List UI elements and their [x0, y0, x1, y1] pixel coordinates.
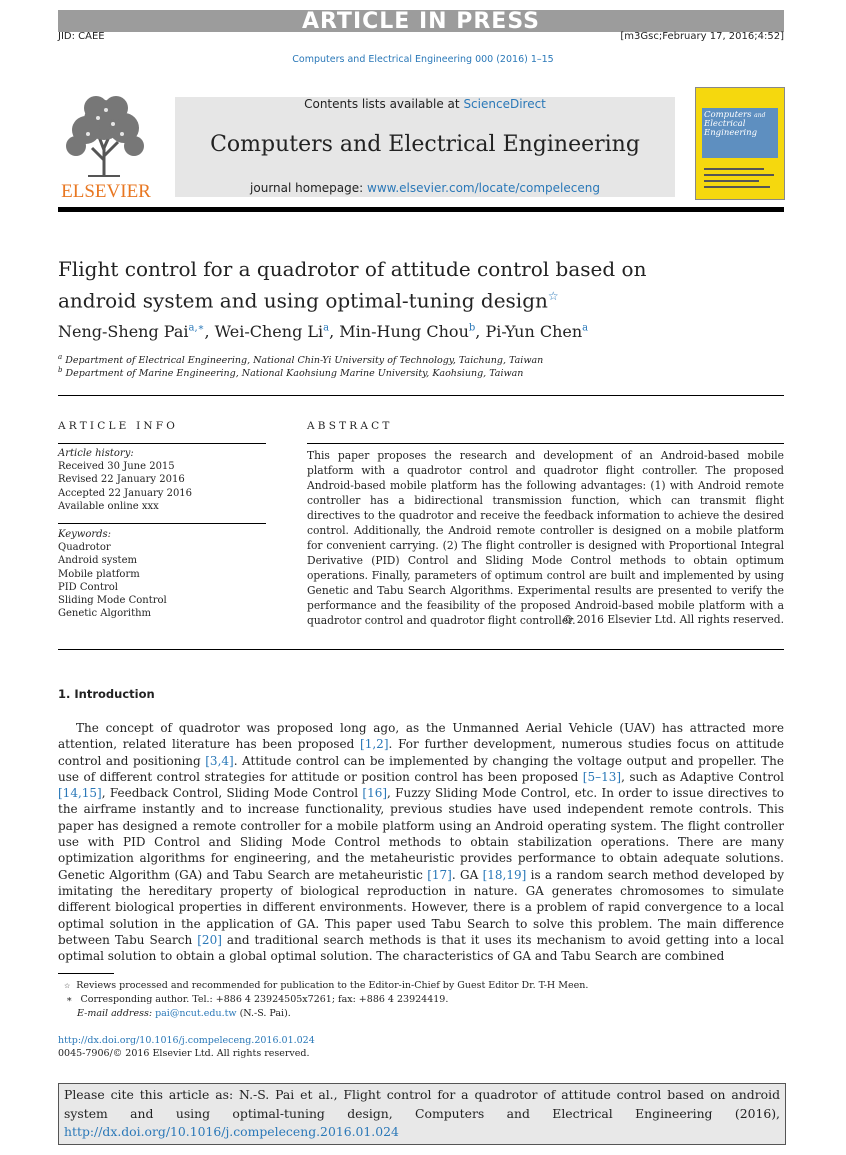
keyword: Sliding Mode Control [58, 595, 167, 606]
header-rule [58, 207, 784, 212]
history-received: Received 30 June 2015 [58, 461, 175, 472]
author-name: Wei-Cheng Li [214, 322, 324, 341]
keyword: Android system [58, 555, 137, 566]
reference-link[interactable]: [16] [362, 786, 388, 801]
author-name: Min-Hung Chou [339, 322, 469, 341]
article-info-heading: ARTICLE INFO [58, 420, 179, 432]
history-label: Article history: [58, 448, 134, 459]
journal-homepage-link[interactable]: www.elsevier.com/locate/compeleceng [367, 181, 600, 195]
keyword: Mobile platform [58, 569, 140, 580]
article-title [58, 256, 678, 315]
cover-title: Computers and Electrical Engineering [704, 110, 766, 138]
title-line-2: android system and using optimal-tuning design [58, 288, 548, 313]
footnote-reviews: ☆ Reviews processed and recommended for publication to the Editor-in-Chief by Guest Editor Dr. T-H Meen. [64, 980, 589, 991]
intro-text: is a random search method developed by imitating the hereditary property of biological reproduction in nature. GA generates chromosomes to simulate different biological properties in different environments. However, there is a problem of rapid convergence to a local optimal solution in the application of GA. This paper used Tabu Search to solve this problem. The main difference between Tabu Search [58, 867, 784, 947]
reference-link[interactable]: [20] [197, 932, 222, 947]
author-affil-mark[interactable]: a,∗ [188, 322, 205, 334]
affiliation: $^b$ Department of Marine Engineering, National Kaohsiung Marine University, Kaohsiung, Taiwan [58, 366, 524, 380]
journal-id: JID: CAEE [58, 31, 105, 42]
divider [58, 649, 784, 650]
history-revised: Revised 22 January 2016 [58, 474, 185, 485]
intro-text: and traditional search methods is that it uses its mechanism to avoid getting into a local optimal solution to obtain a global optimal solution. The characteristics of GA and Tabu Search are combined [58, 932, 784, 964]
divider [58, 523, 266, 524]
issn-line: 0045-7906/© 2016 Elsevier Ltd. All rights reserved. [58, 1048, 310, 1059]
contents-prefix: Contents lists available at [304, 97, 464, 111]
email-link[interactable]: pai@ncut.edu.tw [155, 1008, 237, 1019]
footnote-rule [58, 973, 114, 974]
keywords-label: Keywords: [58, 529, 112, 540]
homepage-prefix: journal homepage: [250, 181, 367, 195]
reference-link[interactable]: [17] [427, 867, 452, 882]
title-footnote-star[interactable]: ☆ [547, 289, 559, 303]
elsevier-tree-icon [58, 90, 154, 200]
citation-box [58, 1083, 786, 1145]
intro-text: , Fuzzy Sliding Mode Control, etc. In order to issue directives to the airframe instantly and to increase functionality, previous studies have used independent remote controls. This paper has designed a remote controller for a mobile platform using an Android operating system. The flight controller use with PID Control and Sliding Mode Control methods to obtain stabilization operations. There are many optimization algorithms for engineering, and the metaheuristic provides performance to obtain adequate solutions. Genetic Algorithm (GA) and Tabu Search are metaheuristic [58, 786, 784, 882]
intro-text: The concept of quadrotor was proposed long ago, as the Unmanned Aerial Vehicle (UAV) has attracted more attention, related literature has been proposed [58, 721, 784, 752]
intro-text: , Feedback Control, Sliding Mode Control [101, 786, 363, 801]
intro-text: , such as Adaptive Control [621, 769, 785, 784]
reference-link[interactable]: [5–13] [582, 769, 622, 784]
title-line-1: Flight control for a quadrotor of attitude control based on [58, 257, 647, 281]
article-in-press-banner: ARTICLE IN PRESS [58, 10, 784, 32]
footnote-corresponding: ∗ Corresponding author. Tel.: +886 4 23924505x7261; fax: +886 4 23924419. [66, 994, 449, 1005]
reference-link[interactable]: [3,4] [205, 753, 234, 768]
abstract-heading: ABSTRACT [307, 420, 393, 432]
footnote-email: E-mail address: pai@ncut.edu.tw (N.-S. Pai). [77, 1008, 291, 1019]
elsevier-wordmark: ELSEVIER [61, 181, 151, 200]
contents-line [175, 97, 675, 111]
abstract-copyright: © 2016 Elsevier Ltd. All rights reserved. [562, 613, 784, 626]
author-affil-mark[interactable]: a [582, 322, 589, 334]
sciencedirect-link[interactable]: ScienceDirect [463, 97, 546, 111]
divider [307, 443, 784, 444]
journal-citation-link[interactable]: Computers and Electrical Engineering 000 (2016) 1–15 [292, 54, 554, 65]
author-list: Neng-Sheng Pai$^{a,∗}$, Wei-Cheng Li$^a$, Min-Hung Chou$^b$, Pi-Yun Chen$^a$ [58, 322, 589, 341]
keyword: Genetic Algorithm [58, 608, 152, 619]
elsevier-logo[interactable] [58, 90, 154, 200]
divider [58, 443, 266, 444]
author-name: Pi-Yun Chen [485, 322, 583, 341]
affiliation: $^a$ Department of Electrical Engineering, National Chin-Yi University of Technology, Taichung, Taiwan [58, 353, 544, 367]
reference-link[interactable]: [18,19] [482, 867, 527, 882]
homepage-line [175, 181, 675, 195]
keyword: Quadrotor [58, 542, 111, 553]
reference-link[interactable]: [1,2] [360, 737, 389, 752]
reference-link[interactable]: [14,15] [58, 786, 102, 801]
doi-link[interactable]: http://dx.doi.org/10.1016/j.compeleceng.2016.01.024 [58, 1035, 315, 1046]
citation-text: Please cite this article as: N.-S. Pai et al., Flight control for a quadrotor of attitude control based on android system and using optimal-tuning design, Computers and Electrical Engineering (2016), [64, 1087, 780, 1121]
journal-name: Computers and Electrical Engineering [210, 132, 640, 157]
intro-paragraph [58, 720, 784, 964]
history-accepted: Accepted 22 January 2016 [58, 488, 193, 499]
intro-text: . For further development, numerous studies focus on attitude control and positioning [58, 737, 784, 768]
author-affil-mark[interactable]: b [468, 322, 476, 334]
intro-text: . Attitude control can be implemented by changing the voltage output and propeller. The use of different control strategies for attitude or position control has been proposed [58, 753, 784, 784]
divider [58, 395, 784, 396]
abstract-text: This paper proposes the research and development of an Android-based mobile platform with a quadrotor control and quadrotor flight controller. The proposed Android-based mobile platform has the following advantages: (1) with Android remote controller has a bidirectional transmission function, which can transmit flight directives to the quadrotor and receive the feedback information to achieve the desired control. Additionally, the Android remote controller is designed on a mobile platform for convenient carrying. (2) The flight controller is designed with Proportional Integral Derivative (PID) Control and Sliding Mode Control methods to obtain optimum operations. Finally, parameters of optimum control are built and implemented by using Genetic and Tabu Search Algorithms. Experimental results are presented to verify the performance and the feasibility of the proposed Android-based mobile platform with a quadrotor control and quadrotor flight controller. [307, 449, 784, 627]
citation-doi-link[interactable]: http://dx.doi.org/10.1016/j.compeleceng.2016.01.024 [64, 1124, 399, 1140]
keyword: PID Control [58, 582, 119, 593]
author-name: Neng-Sheng Pai [58, 322, 189, 341]
history-online: Available online xxx [58, 501, 159, 512]
journal-cover-thumbnail[interactable] [695, 87, 785, 200]
section-heading: 1. Introduction [58, 687, 155, 701]
author-affil-mark[interactable]: a [323, 322, 330, 334]
intro-text: . GA [451, 867, 483, 882]
build-stamp: [m3Gsc;February 17, 2016;4:52] [620, 31, 784, 42]
